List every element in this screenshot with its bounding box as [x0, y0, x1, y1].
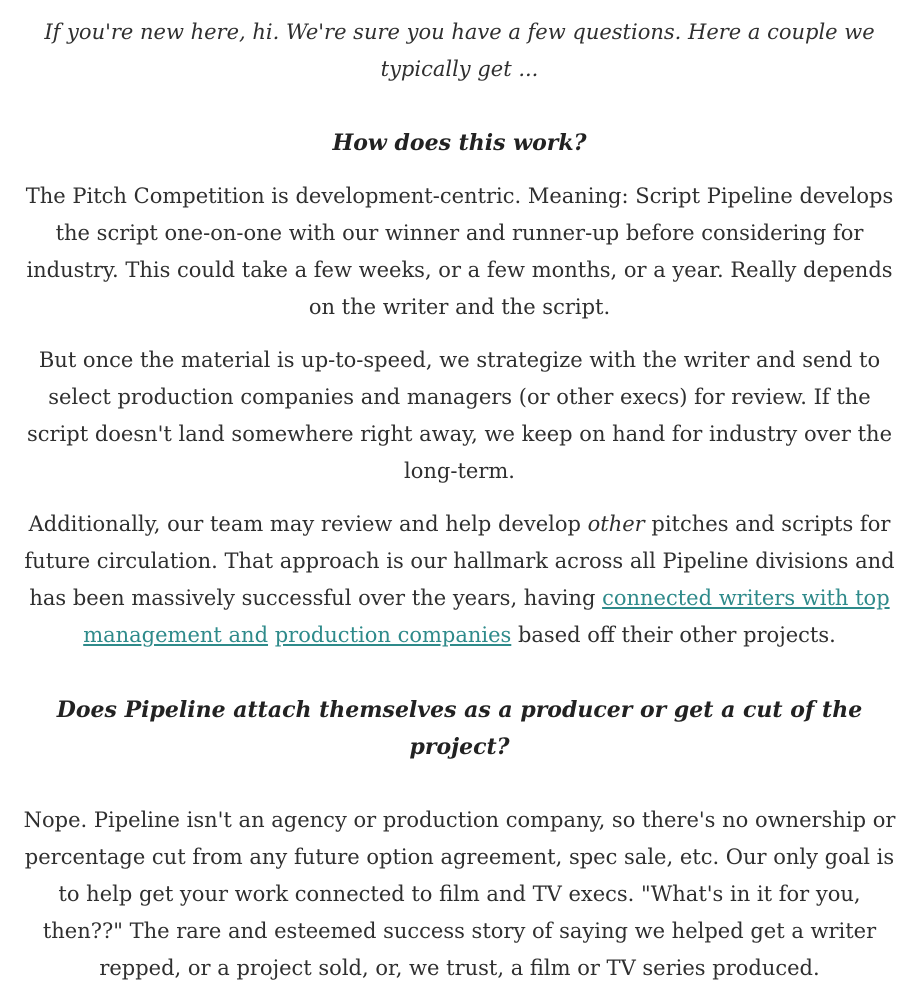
faq-answer-paragraph	[18, 506, 901, 654]
faq-answer-paragraph: The Pitch Competition is development-centric. Meaning: Script Pipeline develops the script one-on-one with our winner and runner-up before considering for industry. This could take a few weeks, or a few months, or a year. Really depends on the writer and the script.	[25, 184, 894, 319]
paragraph-text: based off their other projects.	[511, 623, 836, 647]
emphasis-text: other	[587, 512, 645, 536]
paragraph-text: pitches and scripts for future circulation. That approach is our hallmark across all Pipeline divisions and has been massively successful over the years, having	[24, 512, 895, 610]
paragraph-text: Additionally, our team may review and help develop	[28, 512, 588, 536]
intro-text: If you're new here, hi. We're sure you have a few questions. Here a couple we typically get ...	[44, 20, 875, 81]
connected-writers-link[interactable]: connected writers with top management and	[83, 586, 890, 647]
faq-question-producer-cut: Does Pipeline attach themselves as a producer or get a cut of the project?	[56, 697, 863, 760]
faq-answer-paragraph: Nope. Pipeline isn't an agency or production company, so there's no ownership or percentage cut from any future option agreement, spec sale, etc. Our only goal is to help get your work connected to film and TV execs. "What's in it for you, then??" The rare and esteemed success story of saying we helped get a writer repped, or a project sold, or, we trust, a film or TV series produced.	[23, 808, 896, 980]
production-companies-link[interactable]: production companies	[274, 623, 512, 647]
faq-question-how-it-works: How does this work?	[332, 130, 587, 156]
faq-answer-paragraph: But once the material is up-to-speed, we strategize with the writer and send to select production companies and managers (or other execs) for review. If the script doesn't land somewhere right away, we keep on hand for industry over the long-term.	[26, 348, 893, 483]
link-spacer	[268, 623, 275, 647]
